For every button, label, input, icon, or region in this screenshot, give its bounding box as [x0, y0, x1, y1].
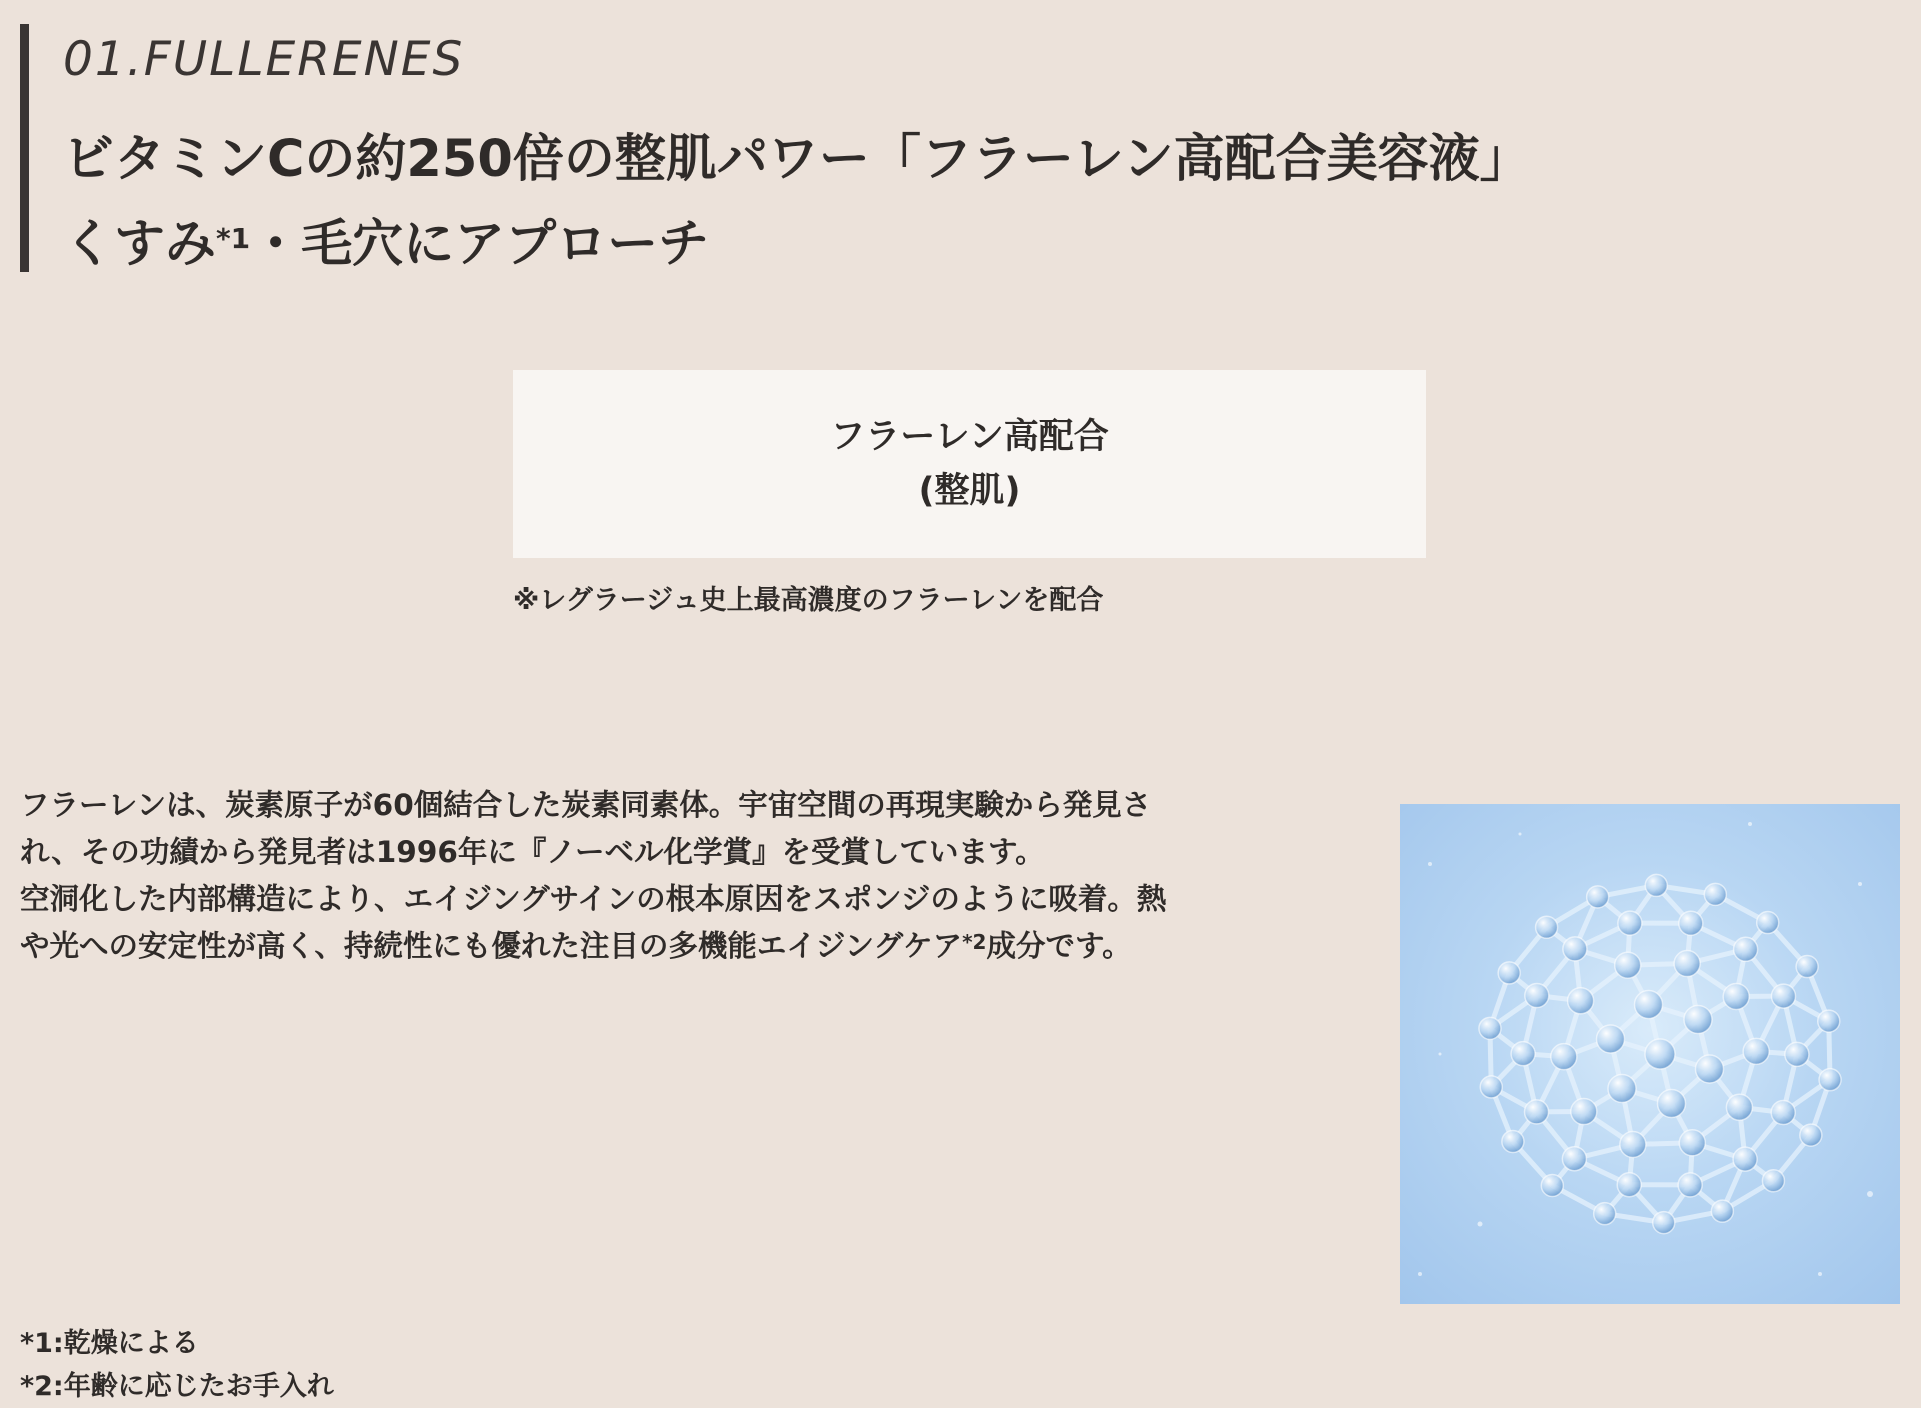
molecule-atom [1743, 1038, 1769, 1064]
description-line-1: フラーレンは、炭素原子が60個結合した炭素同素体。宇宙空間の再現実験から発見さ [20, 788, 1152, 822]
molecule-atom [1796, 956, 1818, 978]
molecule-atom [1678, 1173, 1702, 1197]
footnote-2: *2:年齢に応じたお手入れ [20, 1371, 334, 1402]
molecule-atom [1618, 911, 1642, 935]
fullerene-molecule-icon [1400, 804, 1900, 1304]
molecule-atom [1594, 1203, 1616, 1225]
headline-line-1: ビタミンCの約250倍の整肌パワー「フラーレン高配合美容液」 [63, 130, 1531, 189]
molecule-atom [1480, 1076, 1502, 1098]
molecule-atom [1723, 983, 1749, 1009]
molecule-atom [1733, 1147, 1757, 1171]
headline-line-2 [63, 202, 1580, 287]
footnote-marker-2: *2 [962, 930, 987, 954]
molecule-atom [1771, 1101, 1795, 1125]
description-line-2: れ、その功績から発見者は1996年に『ノーベル化学賞』を受賞しています。 [20, 835, 1045, 869]
molecule-atom [1597, 1025, 1625, 1053]
molecule-atom [1608, 1074, 1636, 1102]
molecule-atom [1679, 911, 1703, 935]
molecule-atom [1571, 1099, 1597, 1125]
footnotes [20, 1322, 334, 1408]
molecule-atom [1536, 916, 1558, 938]
description-paragraph [20, 782, 1360, 970]
description-line-4-text-a: や光への安定性が高く、持続性にも優れた注目の多機能エイジングケア [20, 929, 963, 963]
molecule-atom [1653, 1212, 1675, 1234]
molecule-atom [1819, 1069, 1841, 1091]
molecule-atom [1818, 1010, 1840, 1032]
molecule-atom [1551, 1044, 1577, 1070]
molecule-atom [1615, 952, 1641, 978]
molecule-atom [1771, 984, 1795, 1008]
molecule-atom [1479, 1017, 1501, 1039]
section-number: 01.FULLERENES [63, 32, 465, 87]
molecule-atom [1620, 1131, 1646, 1157]
molecule-atom [1726, 1094, 1752, 1120]
molecule-atom [1587, 886, 1609, 908]
molecule-atom [1525, 1100, 1549, 1124]
feature-title: フラーレン高配合 [830, 417, 1109, 457]
molecule-atom [1635, 990, 1663, 1018]
headline-line-2-text-a: くすみ [63, 215, 217, 274]
molecule-atom [1525, 983, 1549, 1007]
molecule-atom [1568, 988, 1594, 1014]
molecule-atom [1562, 1147, 1586, 1171]
molecule-atom [1695, 1055, 1723, 1083]
molecule-atom [1674, 951, 1700, 977]
molecule-atom [1684, 1006, 1712, 1034]
molecule-atom [1734, 937, 1758, 961]
molecule-atom [1617, 1173, 1641, 1197]
description-line-3: 空洞化した内部構造により、エイジングサインの根本原因をスポンジのように吸着。熱 [20, 882, 1167, 916]
molecule-atom [1511, 1042, 1535, 1066]
molecule-atom [1711, 1200, 1733, 1222]
description-line-4-text-b: 成分です。 [986, 929, 1132, 963]
molecule-atom [1657, 1090, 1685, 1118]
molecule-atom [1645, 1039, 1675, 1069]
molecule-atom [1645, 874, 1667, 896]
molecule-atom [1800, 1124, 1822, 1146]
molecule-atom [1762, 1170, 1784, 1192]
feature-note: ※レグラージュ史上最高濃度のフラーレンを配合 [513, 585, 1104, 616]
headline [63, 117, 1580, 287]
feature-box [513, 370, 1426, 558]
molecule-atom [1541, 1174, 1563, 1196]
footnote-marker-1: *1 [216, 222, 251, 255]
section-heading [20, 24, 1580, 272]
feature-subtitle: (整肌) [918, 471, 1021, 511]
molecule-atom [1704, 883, 1726, 905]
fullerene-molecule-image [1400, 804, 1900, 1304]
molecule-atom [1679, 1130, 1705, 1156]
description-line-4 [20, 923, 1360, 970]
footnote-1: *1:乾燥による [20, 1328, 199, 1359]
headline-line-2-text-b: ・毛穴にアプローチ [250, 215, 710, 274]
molecule-atom [1498, 962, 1520, 984]
molecule-atom [1502, 1130, 1524, 1152]
molecule-atom [1563, 937, 1587, 961]
molecule-atom [1757, 912, 1779, 934]
molecule-atom [1785, 1042, 1809, 1066]
